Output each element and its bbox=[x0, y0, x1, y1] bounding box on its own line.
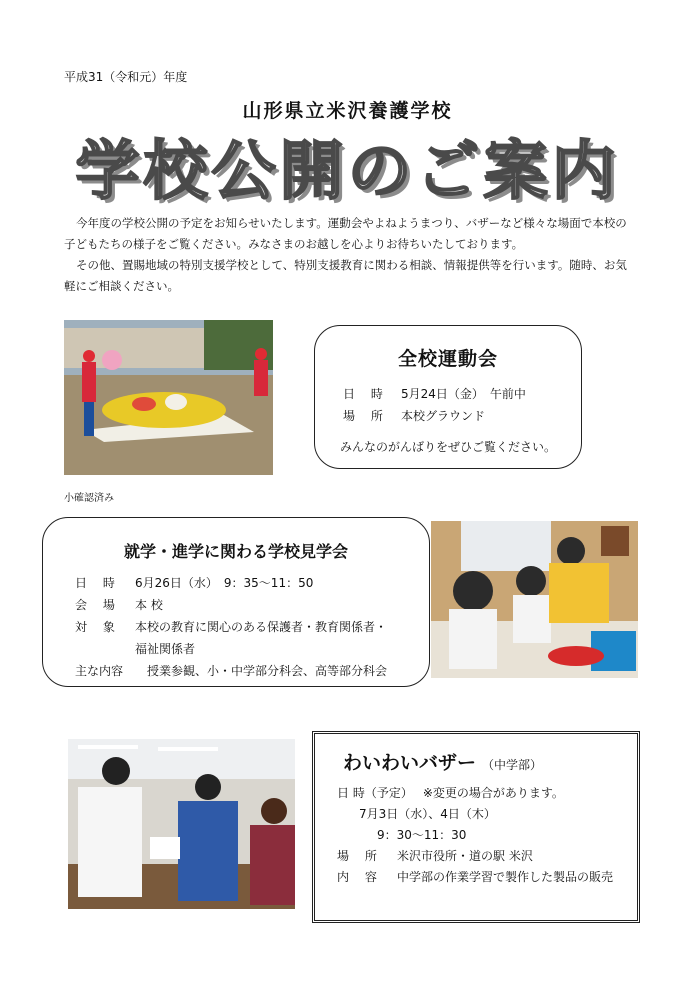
bazaar-date-row bbox=[337, 783, 637, 804]
sports-day-box bbox=[314, 325, 582, 469]
intro-text bbox=[64, 213, 636, 297]
bazaar-title-text: わいわいバザー bbox=[343, 752, 477, 774]
intro-paragraph-1: 今年度の学校公開の予定をお知らせいたします。運動会やよねようまつり、バザーなど様々な場面で本校の子どもたちの様子をご覧ください。みなさまのお越しを心よりお待ちいたしております。 bbox=[64, 216, 627, 251]
bazaar-content-value: 中学部の作業学習で製作した製品の販売 bbox=[397, 870, 614, 884]
sports-place-row bbox=[343, 405, 581, 427]
classroom-photo bbox=[431, 521, 638, 678]
bazaar-dates-row bbox=[337, 804, 637, 825]
bazaar-place-label: 場 所 bbox=[337, 849, 383, 863]
bazaar-dates: 7月3日（水）、4日（木） bbox=[359, 807, 496, 821]
bazaar-box bbox=[312, 731, 640, 923]
tour-place-value: 本 校 bbox=[135, 598, 163, 612]
tour-date-value: 6月26日（水） 9：35～11：50 bbox=[135, 576, 314, 590]
sports-place-label: 場 所 bbox=[343, 409, 389, 423]
tour-content-label: 主な内容 bbox=[75, 664, 124, 678]
tour-content-row bbox=[75, 660, 429, 682]
page-title: 学校公開のご案内 bbox=[75, 134, 620, 209]
bazaar-time: 9：30～11：30 bbox=[377, 828, 467, 842]
sports-date-label: 日 時 bbox=[343, 387, 389, 401]
tour-target-value-2: 福祉関係者 bbox=[135, 642, 196, 656]
school-tour-box bbox=[42, 517, 430, 687]
tour-place-label: 会 場 bbox=[75, 598, 121, 612]
intro-paragraph-2: その他、置賜地域の特別支援学校として、特別支援教育に関わる相談、情報提供等を行います。随時、お気軽にご相談ください。 bbox=[64, 258, 627, 293]
tour-target-row-cont bbox=[75, 638, 429, 660]
sports-date-row bbox=[343, 383, 581, 405]
confirmation-note: 小確認済み bbox=[64, 493, 114, 504]
bazaar-subtitle: （中学部） bbox=[482, 758, 543, 772]
tour-date-label: 日 時 bbox=[75, 576, 121, 590]
tour-target-row bbox=[75, 616, 429, 638]
school-name: 山形県立米沢養護学校 bbox=[242, 100, 453, 122]
bazaar-photo bbox=[68, 739, 295, 909]
bazaar-title bbox=[343, 748, 637, 775]
tour-place-row bbox=[75, 594, 429, 616]
bazaar-content-row bbox=[337, 867, 637, 888]
tour-date-row bbox=[75, 572, 429, 594]
bazaar-date-label: 日 時（予定） bbox=[337, 786, 413, 800]
school-tour-title: 就学・進学に関わる学校見学会 bbox=[123, 542, 348, 561]
sports-note: みんなのがんばりをぜひご覧ください。 bbox=[339, 440, 556, 454]
bazaar-content-label: 内 容 bbox=[337, 870, 383, 884]
sports-date-value: 5月24日（金） 午前中 bbox=[401, 387, 526, 401]
bazaar-time-row bbox=[337, 825, 637, 846]
tour-target-value: 本校の教育に関心のある保護者・教育関係者・ bbox=[135, 620, 388, 634]
bazaar-date-note: ※変更の場合があります。 bbox=[422, 786, 564, 800]
fiscal-year: 平成31（令和元）年度 bbox=[64, 70, 188, 84]
tour-content-value: 授業参観、小・中学部分科会、高等部分科会 bbox=[147, 664, 388, 678]
bazaar-place-value: 米沢市役所・道の駅 米沢 bbox=[397, 849, 533, 863]
sports-day-photo bbox=[64, 320, 273, 475]
bazaar-place-row bbox=[337, 846, 637, 867]
sports-day-title: 全校運動会 bbox=[397, 348, 498, 370]
tour-target-label: 対 象 bbox=[75, 620, 121, 634]
sports-place-value: 本校グラウンド bbox=[401, 409, 486, 423]
